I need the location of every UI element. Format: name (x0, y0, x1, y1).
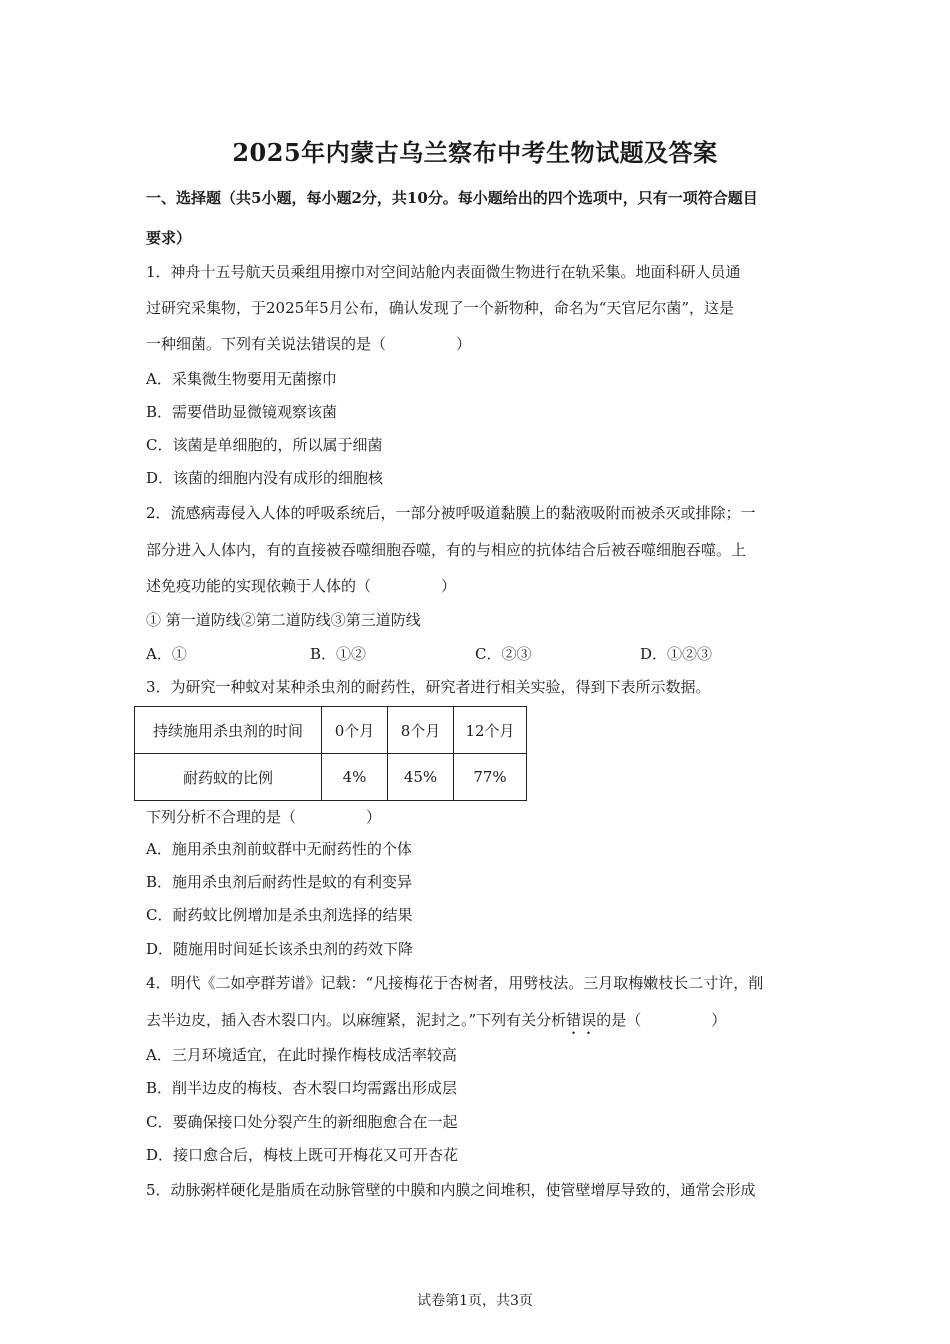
q2-items: ① 第一道防线②第二道防线③第三道防线 (146, 611, 421, 629)
q3-option-c: C．耐药蚊比例增加是杀虫剂选择的结果 (146, 906, 413, 924)
emphasis-word: 错误 (566, 1011, 597, 1029)
q2-option-a: A．① (146, 645, 187, 663)
table-row (135, 754, 527, 801)
q1-stem-end: 一种细菌。下列有关说法错误的是（ (146, 335, 387, 353)
table-cell: 77% (454, 754, 527, 801)
table-cell: 耐药蚊的比例 (135, 754, 322, 801)
table-cell: 4% (322, 754, 388, 801)
table-row (135, 707, 527, 754)
q3-line1: 3．为研究一种蚊对某种杀虫剂的耐药性，研究者进行相关实验，得到下表所示数据。 (146, 678, 711, 696)
q4-option-a: A．三月环境适宜，在此时操作梅枝成活率较高 (146, 1046, 457, 1064)
q2-stem-end: 述免疫功能的实现依赖于人体的（ (146, 577, 372, 595)
table-cell: 持续施用杀虫剂的时间 (135, 707, 322, 754)
page-footer: 试卷第1页，共3页 (417, 1293, 533, 1309)
q4-option-d: D．接口愈合后，梅枝上既可开梅花又可开杏花 (146, 1146, 459, 1164)
q1-option-b: B．需要借助显微镜观察该菌 (146, 403, 338, 421)
q4-option-c: C．要确保接口处分裂产生的新细胞愈合在一起 (146, 1113, 458, 1131)
q1-line3 (146, 333, 471, 354)
q4-close-paren: ） (711, 1011, 727, 1029)
table-cell: 45% (388, 754, 454, 801)
table-cell: 0个月 (322, 707, 388, 754)
q3-stem-end: 下列分析不合理的是（ (146, 808, 297, 826)
q2-close-paren: ） (441, 577, 457, 595)
q4-line1: 4．明代《二如亭群芳谱》记载：“凡接梅花于杏树者，用劈枝法。三月取梅嫩枝长二寸许，削 (146, 974, 764, 992)
q4-stem-end: 的是（ (596, 1011, 642, 1029)
q3-option-a: A．施用杀虫剂前蚊群中无耐药性的个体 (146, 840, 412, 858)
q4-stem: 去半边皮，插入杏木裂口内。以麻缠紧，泥封之。”下列有关分析 (146, 1011, 567, 1029)
q1-line1: 1．神舟十五号航天员乘组用擦巾对空间站舱内表面微生物进行在轨采集。地面科研人员通 (146, 263, 741, 281)
q2-line2: 部分进入人体内，有的直接被吞噬细胞吞噬，有的与相应的抗体结合后被吞噬细胞吞噬。上 (146, 541, 747, 559)
table-cell: 12个月 (454, 707, 527, 754)
q1-close-paren: ） (456, 335, 472, 353)
q1-option-c: C．该菌是单细胞的，所以属于细菌 (146, 436, 383, 454)
q2-line1: 2．流感病毒侵入人体的呼吸系统后，一部分被呼吸道黏膜上的黏液吸附而被杀灭或排除；一 (146, 504, 756, 522)
resistance-table (134, 706, 527, 801)
q3-ask (146, 806, 381, 827)
q3-option-b: B．施用杀虫剂后耐药性是蚊的有利变异 (146, 873, 413, 891)
table-cell: 8个月 (388, 707, 454, 754)
q1-line2: 过研究采集物，于2025年5月公布，确认发现了一个新物种，命名为“天官尼尔菌”，这是 (146, 299, 735, 317)
section-heading-line1: 一、选择题（共5小题，每小题2分，共10分。每小题给出的四个选项中，只有一项符合题目 (146, 189, 758, 207)
q2-option-b: B．①② (310, 645, 367, 663)
q3-option-d: D．随施用时间延长该杀虫剂的药效下降 (146, 940, 414, 958)
section-heading-line2: 要求） (146, 229, 192, 247)
q4-line2 (146, 1009, 726, 1038)
q1-option-d: D．该菌的细胞内没有成形的细胞核 (146, 469, 384, 487)
q2-option-d: D．①②③ (640, 645, 713, 663)
q1-option-a: A．采集微生物要用无菌擦巾 (146, 370, 337, 388)
q2-line3 (146, 575, 456, 596)
q5-line1: 5．动脉粥样硬化是脂质在动脉管壁的中膜和内膜之间堆积，使管壁增厚导致的，通常会形成 (146, 1181, 756, 1199)
q2-option-c: C．②③ (475, 645, 532, 663)
page-title: 2025年内蒙古乌兰察布中考生物试题及答案 (232, 138, 718, 167)
q4-option-b: B．削半边皮的梅枝、杏木裂口均需露出形成层 (146, 1079, 458, 1097)
q3-close-paren: ） (366, 808, 382, 826)
